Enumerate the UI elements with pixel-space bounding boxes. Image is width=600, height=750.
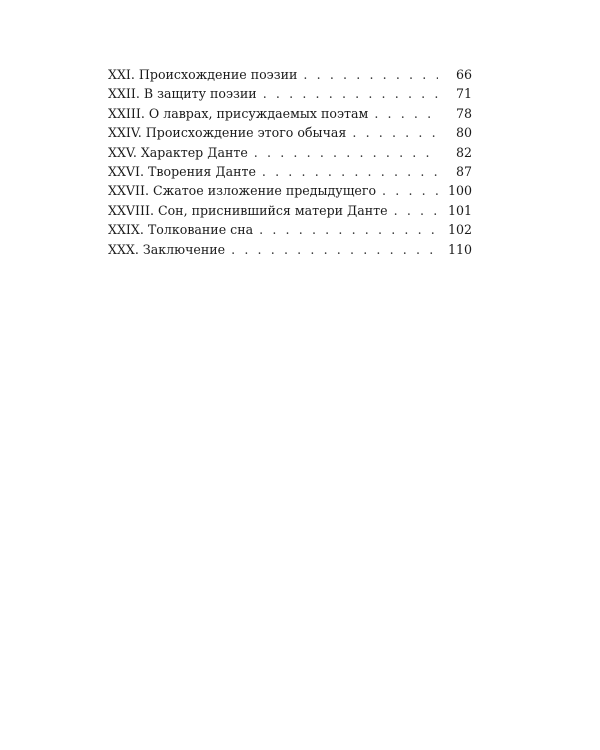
toc-dot-leader bbox=[262, 162, 438, 181]
toc-entry-page: 101 bbox=[447, 202, 472, 218]
table-of-contents bbox=[108, 65, 472, 259]
toc-dot-leader bbox=[303, 65, 438, 84]
toc-entry-title: XXX. Заключение bbox=[108, 241, 226, 257]
toc-entry-26 bbox=[108, 162, 472, 181]
toc-entry-title: XXII. В защиту поэзии bbox=[108, 86, 257, 102]
toc-entry-page: 82 bbox=[455, 144, 472, 160]
toc-entry-24 bbox=[108, 123, 472, 142]
toc-entry-page: 71 bbox=[455, 86, 472, 102]
toc-entry-25 bbox=[108, 143, 472, 162]
toc-dot-leader bbox=[259, 220, 438, 239]
toc-dot-leader bbox=[374, 104, 438, 123]
toc-entry-page: 110 bbox=[447, 241, 472, 257]
toc-entry-title: XXIX. Толкование сна bbox=[108, 222, 254, 238]
toc-entry-page: 87 bbox=[455, 163, 472, 179]
toc-entry-title: XXIII. О лаврах, присуждаемых поэтам bbox=[108, 105, 369, 121]
toc-dot-leader bbox=[263, 84, 438, 103]
toc-dot-leader bbox=[254, 143, 438, 162]
toc-entry-23 bbox=[108, 104, 472, 123]
toc-entry-page: 66 bbox=[455, 67, 472, 82]
toc-dot-leader bbox=[231, 240, 438, 259]
toc-entry-29 bbox=[108, 220, 472, 239]
toc-entry-27 bbox=[108, 181, 472, 200]
toc-entry-title: XXVI. Творения Данте bbox=[108, 163, 256, 179]
toc-dot-leader bbox=[382, 181, 438, 200]
toc-entry-21 bbox=[108, 65, 472, 84]
toc-entry-28 bbox=[108, 201, 472, 220]
toc-entry-title: XXIV. Происхождение этого обычая bbox=[108, 125, 347, 141]
toc-entry-page: 102 bbox=[447, 222, 472, 238]
toc-dot-leader bbox=[394, 201, 438, 220]
toc-entry-30 bbox=[108, 240, 472, 259]
toc-entry-title: XXI. Происхождение поэзии bbox=[108, 67, 298, 82]
toc-entry-page: 100 bbox=[447, 183, 472, 199]
toc-entry-title: XXVII. Сжатое изложение предыдущего bbox=[108, 183, 377, 199]
toc-entry-page: 80 bbox=[455, 125, 472, 141]
toc-entry-title: XXV. Характер Данте bbox=[108, 144, 248, 160]
toc-entry-22 bbox=[108, 84, 472, 103]
toc-dot-leader bbox=[352, 123, 438, 142]
toc-entry-page: 78 bbox=[455, 105, 472, 121]
toc-entry-title: XXVIII. Сон, приснившийся матери Данте bbox=[108, 202, 388, 218]
